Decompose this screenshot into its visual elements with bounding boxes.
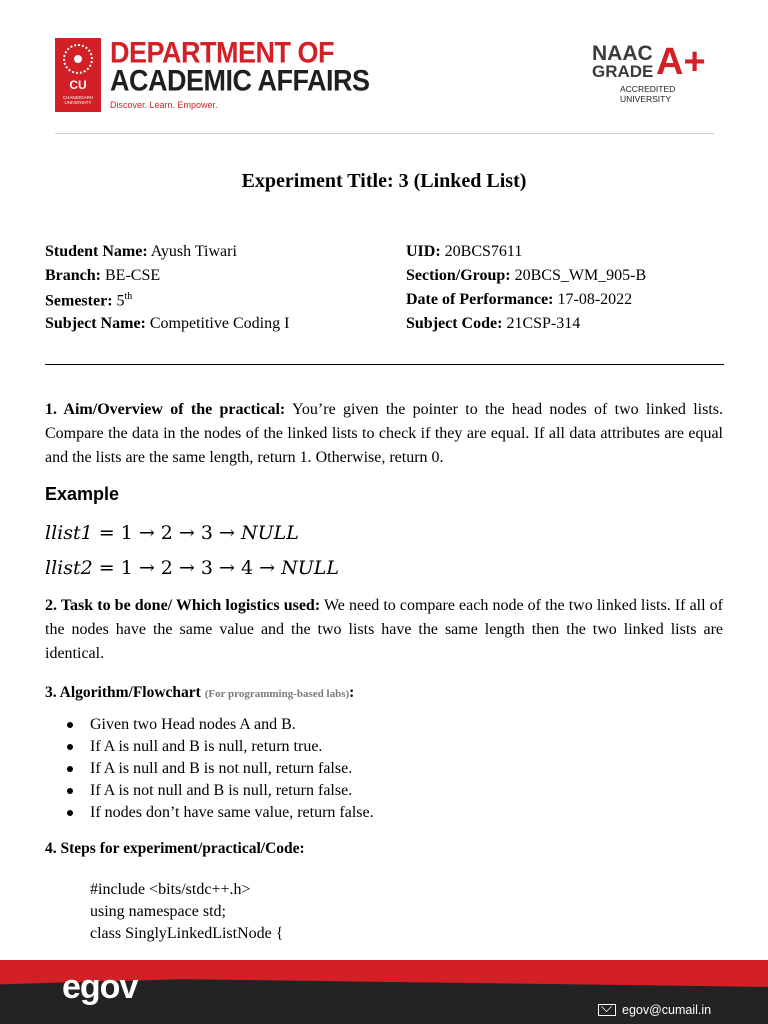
bullet-icon — [67, 766, 73, 772]
logo-subtitle: CHANDIGARH UNIVERSITY — [62, 95, 94, 105]
student-name-row — [45, 243, 237, 261]
list-item — [65, 736, 374, 758]
department-tagline: Discover. Learn. Empower. — [110, 100, 218, 110]
semester-row — [45, 291, 132, 310]
list-item — [65, 780, 374, 802]
list-item-text: Given two Head nodes A and B. — [90, 716, 296, 733]
branch-value: BE-CSE — [105, 267, 161, 284]
department-title-line1: DEPARTMENT OF — [110, 36, 334, 70]
algorithm-list — [65, 714, 374, 824]
section-value: 20BCS_WM_905-B — [514, 267, 647, 284]
subject-code-label: Subject Code: — [406, 315, 503, 332]
example-line-1-expr: = 1 → 2 → 3 → — [92, 522, 241, 544]
example-line-2-null: NULL — [281, 557, 339, 579]
subject-name-row — [45, 315, 289, 333]
aim-text: You’re given the pointer to the head nodes of two linked lists. Compare the data in the nodes of the linked lists to check if they are equal. If all data attributes are equal and the lists are the same length, return 1. Otherwise, return 0. — [45, 401, 724, 466]
subject-name-label: Subject Name: — [45, 315, 146, 332]
department-title-line2: ACADEMIC AFFAIRS — [110, 64, 370, 98]
semester-label: Semester: — [45, 292, 113, 310]
date-label: Date of Performance: — [406, 291, 554, 308]
branch-label: Branch: — [45, 267, 101, 284]
student-name-label: Student Name: — [45, 243, 148, 260]
branch-row — [45, 267, 160, 285]
experiment-title: Experiment Title: 3 (Linked List) — [241, 170, 527, 192]
list-item-text: If nodes don’t have same value, return false. — [90, 804, 374, 821]
example-line-2-var: llist2 — [45, 557, 93, 579]
example-line-2-expr: = 1 → 2 → 3 → 4 → — [92, 557, 282, 579]
example-line-2 — [45, 557, 339, 579]
grade-label: GRADE — [592, 62, 654, 81]
bullet-icon — [67, 744, 73, 750]
university-logo — [55, 38, 101, 112]
uid-label: UID: — [406, 243, 441, 260]
list-item — [65, 714, 374, 736]
algorithm-colon: : — [349, 684, 355, 701]
subject-code-row — [406, 315, 580, 333]
page-footer — [0, 960, 768, 1024]
algorithm-heading: 3. Algorithm/Flowchart — [45, 684, 201, 701]
task-text: We need to compare each node of the two linked lists. If all of the nodes have the same value and the two lists have the same length then the two linked lists are identical. — [45, 597, 724, 662]
example-line-1 — [45, 522, 299, 544]
code-line: using namespace std; — [90, 903, 226, 920]
semester-suffix: th — [124, 291, 133, 302]
steps-heading: 4. Steps for experiment/practical/Code: — [45, 840, 305, 857]
egov-logo: egov — [62, 968, 138, 1006]
code-line: #include <bits/stdc++.h> — [90, 881, 251, 898]
accredited-label: ACCREDITED UNIVERSITY — [620, 84, 676, 104]
bullet-icon — [67, 810, 73, 816]
info-divider — [45, 364, 724, 365]
semester-value: 5 — [116, 292, 125, 310]
student-name-value: Ayush Tiwari — [150, 243, 237, 260]
example-heading: Example — [45, 484, 120, 504]
subject-code-value: 21CSP-314 — [506, 315, 581, 332]
header-divider — [55, 133, 714, 134]
footer-contact — [598, 1001, 711, 1019]
list-item-text: If A is null and B is null, return true. — [90, 738, 323, 755]
list-item-text: If A is null and B is not null, return false. — [90, 760, 353, 777]
bullet-icon — [67, 788, 73, 794]
grade-value: A+ — [656, 41, 706, 83]
section-label: Section/Group: — [406, 267, 511, 284]
aim-paragraph — [45, 398, 723, 470]
algorithm-heading-row — [45, 684, 354, 702]
task-paragraph — [45, 594, 723, 666]
subject-name-value: Competitive Coding I — [149, 315, 290, 332]
page-header — [0, 0, 768, 134]
date-row — [406, 291, 632, 309]
task-heading: 2. Task to be done/ Which logistics used: — [45, 597, 321, 614]
uid-value: 20BCS7611 — [444, 243, 523, 260]
emblem-icon — [63, 44, 93, 74]
bullet-icon — [67, 722, 73, 728]
uid-row — [406, 243, 522, 261]
code-block — [90, 879, 283, 945]
algorithm-note: (For programming-based labs) — [204, 688, 350, 700]
code-line: class SinglyLinkedListNode { — [90, 925, 284, 942]
example-line-1-null: NULL — [240, 522, 299, 544]
example-line-1-var: llist1 — [45, 522, 93, 544]
date-value: 17-08-2022 — [557, 291, 633, 308]
naac-badge — [592, 41, 722, 104]
list-item — [65, 758, 374, 780]
logo-abbrev: CU — [69, 78, 87, 92]
naac-label: NAAC — [592, 42, 653, 65]
section-row — [406, 267, 646, 285]
aim-heading: 1. Aim/Overview of the practical: — [45, 401, 286, 418]
footer-email[interactable]: egov@cumail.in — [622, 1003, 712, 1017]
list-item — [65, 802, 374, 824]
list-item-text: If A is not null and B is null, return false. — [90, 782, 353, 799]
mail-icon — [598, 1004, 616, 1016]
